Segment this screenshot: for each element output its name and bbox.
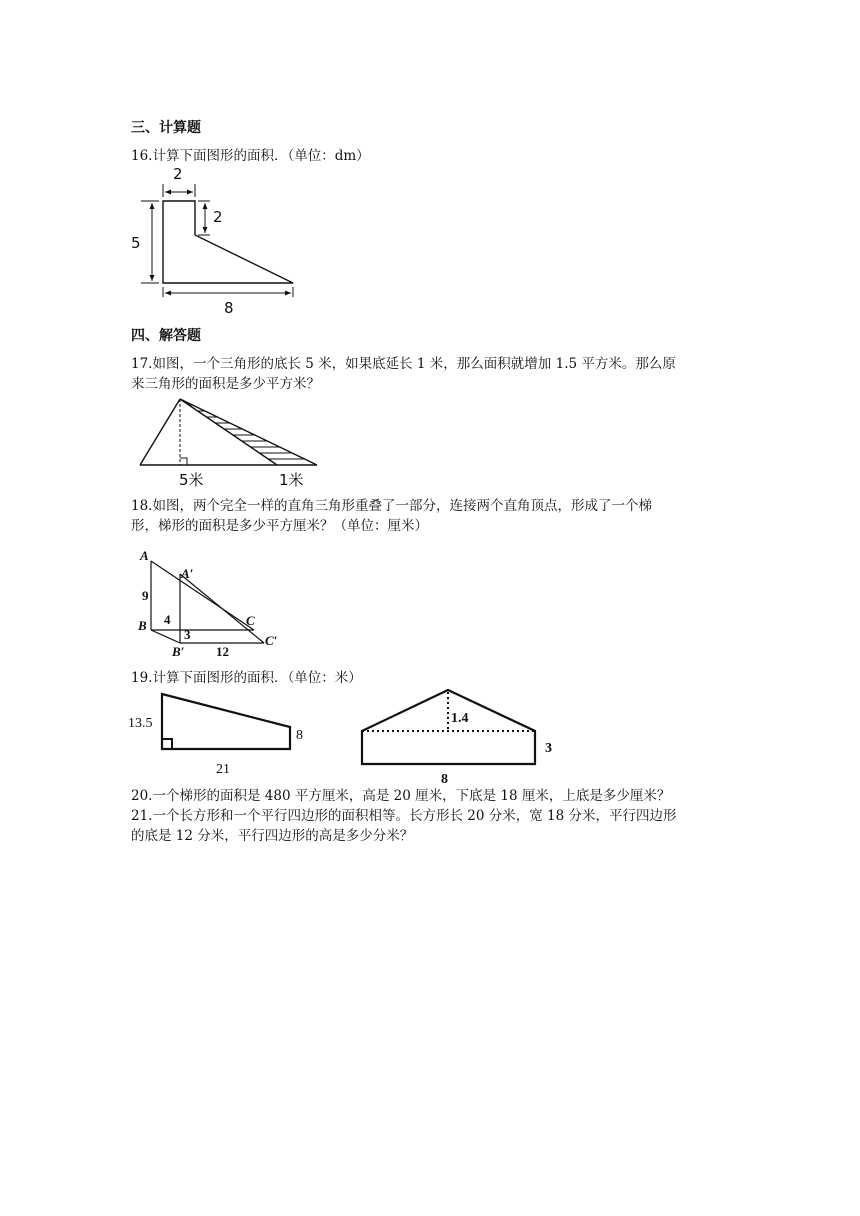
q19-fig2-label-side: 3 xyxy=(545,741,552,756)
q16-label-notch: 2 xyxy=(213,208,223,226)
q18-label-A-prime: A′ xyxy=(181,566,194,581)
question-17-line-2: 来三角形的面积是多少平方米？ xyxy=(131,376,320,392)
q19-fig1-label-left: 13.5 xyxy=(128,716,153,731)
q16-label-bottom: 8 xyxy=(224,299,234,317)
q16-shape xyxy=(163,201,293,283)
q17-label-extension: 1米 xyxy=(279,471,304,489)
q19-figure-2 xyxy=(355,684,565,786)
q18-label-3: 3 xyxy=(184,627,191,642)
q18-label-9: 9 xyxy=(142,588,149,603)
question-17-line-1: 17.如图，一个三角形的底长 5 米，如果底延长 1 米，那么面积就增加 1.5 平方米。那么原 xyxy=(131,356,676,372)
q17-label-base: 5米 xyxy=(179,471,204,489)
q16-figure xyxy=(128,162,308,320)
question-21-line-1: 21.一个长方形和一个平行四边形的面积相等。长方形长 20 分米，宽 18 分米，平行四边形 xyxy=(131,808,677,824)
q19-trapezoid xyxy=(162,694,290,749)
q18-label-C: C xyxy=(246,613,255,628)
question-16-text: 16.计算下面图形的面积．（单位：dm） xyxy=(131,148,370,164)
question-18-line-2: 形，梯形的面积是多少平方厘米？（单位：厘米） xyxy=(131,518,428,534)
question-20-text: 20.一个梯形的面积是 480 平方厘米，高是 20 厘米，下底是 18 厘米，上底是多少厘米？ xyxy=(131,788,671,804)
q19-fig1-label-right: 8 xyxy=(296,728,303,743)
q19-fig2-label-bottom: 8 xyxy=(441,772,448,786)
q19-fig1-label-bottom: 21 xyxy=(216,762,230,777)
section-heading-calculation: 三、计算题 xyxy=(131,120,201,136)
q17-figure xyxy=(135,393,325,493)
q18-label-C-prime: C′ xyxy=(265,633,278,648)
q19-figure-1 xyxy=(126,686,316,778)
q16-label-top: 2 xyxy=(173,165,183,183)
q18-label-B-prime: B′ xyxy=(172,644,185,659)
q18-figure xyxy=(134,542,294,662)
question-21-line-2: 的底是 12 分米，平行四边形的高是多少分米？ xyxy=(131,828,414,844)
q19-fig2-label-height: 1.4 xyxy=(451,711,469,726)
question-18-line-1: 18.如图，两个完全一样的直角三角形重叠了一部分，连接两个直角顶点，形成了一个梯 xyxy=(131,498,652,514)
section-heading-answer: 四、解答题 xyxy=(131,328,201,344)
question-19-text: 19.计算下面图形的面积．（单位：米） xyxy=(131,670,362,686)
q18-label-12: 12 xyxy=(216,644,229,659)
q16-label-left: 5 xyxy=(131,234,141,252)
q18-label-4: 4 xyxy=(164,612,171,627)
q18-label-B: B xyxy=(138,618,147,633)
q18-label-A: A xyxy=(140,548,149,563)
